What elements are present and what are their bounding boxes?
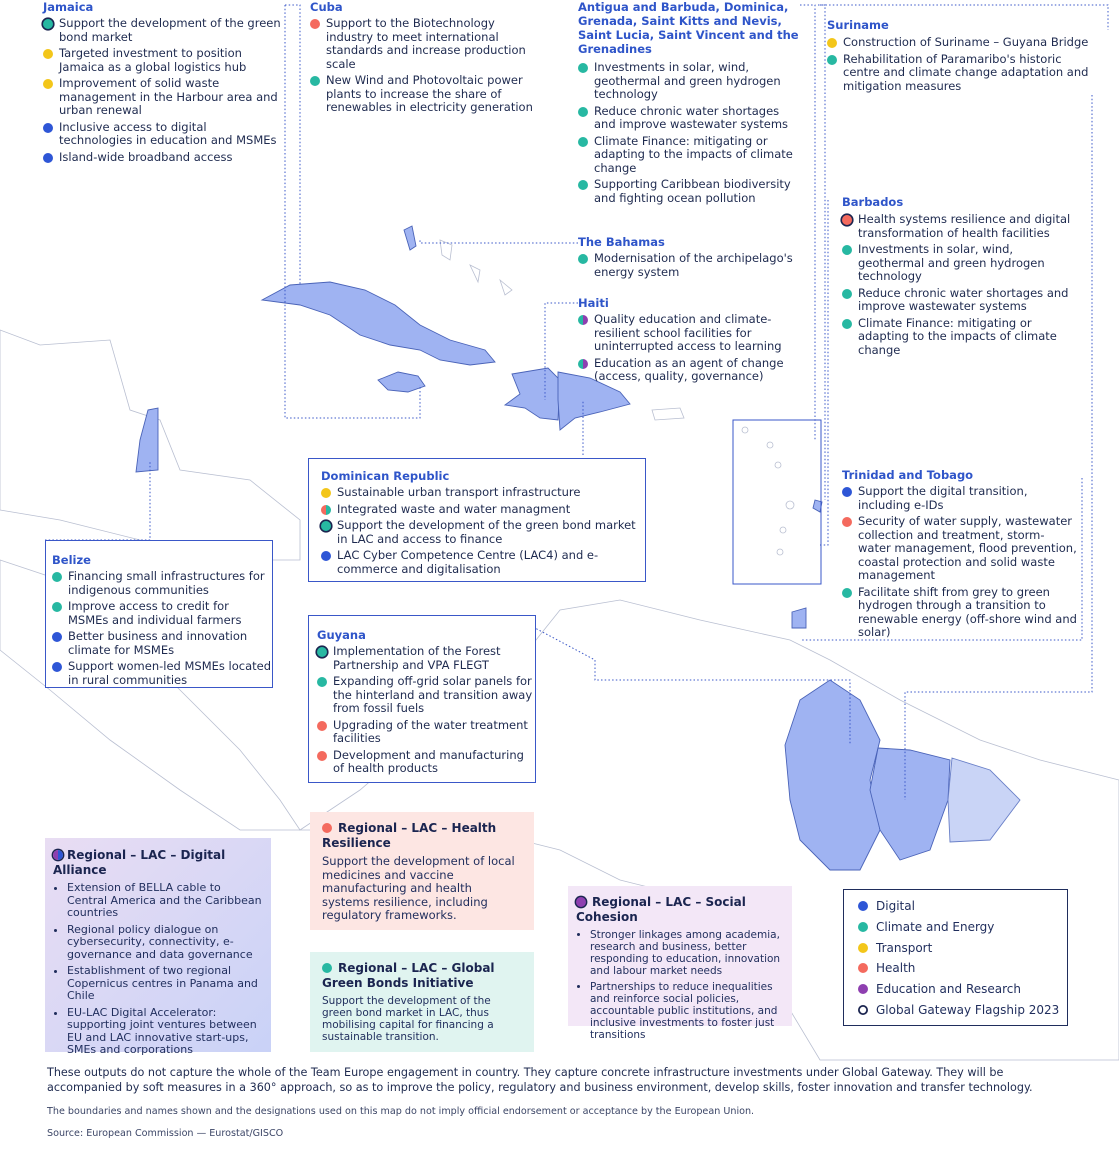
transport-legend-dot-icon xyxy=(858,943,868,953)
legend-item xyxy=(844,979,1067,1000)
project-item-text: Security of water supply, wastewater collection and treatment, storm-water management, flood prevention, coastal protection and solid waste management xyxy=(858,514,1077,582)
regional-green-title: Regional – LAC – Global Green Bonds Initiative xyxy=(322,961,495,990)
transport-dot-icon xyxy=(43,79,53,89)
regional-digital-box xyxy=(45,838,271,1056)
regional-item: • EU-LAC Digital Accelerator: supporting joint ventures between EU and LAC innovative start-ups, SMEs and corporations xyxy=(67,1007,263,1057)
regional-green-text: Support the development of the green bond market in LAC, thus mobilising capital for financing a sustainable transition. xyxy=(322,995,494,1043)
guyana-title: Guyana xyxy=(317,628,366,642)
project-item-text: Improvement of solid waste management in the Harbour area and urban renewal xyxy=(59,76,278,117)
project-item-text: Better business and innovation climate for MSMEs xyxy=(68,629,248,657)
climate-dot-icon xyxy=(578,137,588,147)
legend-item xyxy=(844,938,1067,959)
project-item xyxy=(317,675,535,716)
dominican-title: Dominican Republic xyxy=(321,469,450,483)
barbados-box xyxy=(842,195,1077,357)
footer-source: Source: European Commission — Eurostat/GISCO xyxy=(47,1128,284,1139)
project-item xyxy=(578,357,803,384)
project-item-text: Reduce chronic water shortages and improve wastewater systems xyxy=(858,285,1069,313)
project-item-text: Quality education and climate-resilient school facilities for uninterrupted access to learning xyxy=(594,312,782,353)
regional-social-box xyxy=(568,886,792,1041)
project-item-text: Financing small infrastructures for indigenous communities xyxy=(68,569,265,597)
project-item-text: Support the development of the green bond market in LAC and access to finance xyxy=(337,518,636,546)
health-dot-icon xyxy=(317,751,327,761)
antigua-group-box xyxy=(578,0,803,205)
climate-legend-dot-icon xyxy=(858,922,868,932)
legend-label: Transport xyxy=(876,940,933,955)
project-item-text: Targeted investment to position Jamaica as a global logistics hub xyxy=(59,46,247,74)
project-item xyxy=(578,105,803,132)
legend-item xyxy=(844,1000,1067,1021)
health-dot-icon xyxy=(322,823,332,833)
project-item xyxy=(43,121,283,148)
digital-dot-icon xyxy=(842,487,852,497)
regional-item: • Stronger linkages among academia, research and business, better responding to education, innovation and labour market needs xyxy=(590,929,784,977)
digital-dot-icon xyxy=(43,123,53,133)
trinidad-shape xyxy=(792,608,806,628)
regional-health-box xyxy=(310,812,534,930)
project-item-text: Health systems resilience and digital transformation of health facilities xyxy=(858,212,1071,240)
flag-legend-dot-icon xyxy=(858,1005,868,1015)
project-item-text: Implementation of the Forest Partnership and VPA FLEGT xyxy=(333,644,501,672)
legend-label: Health xyxy=(876,961,916,976)
digital-dot-icon xyxy=(321,551,331,561)
haiti-box xyxy=(578,296,803,384)
project-item-text: Integrated waste and water managment xyxy=(337,501,571,516)
digital-dot-icon xyxy=(43,153,53,163)
bahamas-box xyxy=(578,235,803,279)
project-item xyxy=(317,749,535,776)
project-item-text: Reduce chronic water shortages and improve wastewater systems xyxy=(594,103,789,131)
climate-dot-icon xyxy=(578,63,588,73)
project-item xyxy=(842,485,1077,512)
project-item-text: Supporting Caribbean biodiversity and fighting ocean pollution xyxy=(594,177,791,205)
project-item xyxy=(52,600,272,627)
project-item-text: Support the development of the green bond market xyxy=(59,16,281,44)
climate-dot-icon xyxy=(842,588,852,598)
legend-item xyxy=(844,896,1067,917)
legend-item xyxy=(844,958,1067,979)
cuba-shape xyxy=(262,282,495,365)
belize-title: Belize xyxy=(52,553,91,567)
digital-dot-icon xyxy=(52,662,62,672)
project-item xyxy=(52,660,272,687)
health-climate-dot-icon xyxy=(321,505,331,515)
project-item-text: Investments in solar, wind, geothermal and green hydrogen technology xyxy=(594,60,781,101)
climate-dot-icon xyxy=(317,677,327,687)
project-item xyxy=(43,77,283,118)
project-item-text: Education as an agent of change (access, quality, governance) xyxy=(594,355,784,383)
health-dot-icon xyxy=(310,19,320,29)
project-item-text: Island-wide broadband access xyxy=(59,149,233,164)
climate-dot-icon xyxy=(52,602,62,612)
guyana-box xyxy=(308,615,536,783)
project-item-text: Support the digital transition, including e-IDs xyxy=(858,484,1028,512)
legend xyxy=(843,889,1068,1026)
project-item xyxy=(578,252,803,279)
climate-dot-icon xyxy=(578,107,588,117)
climate-dot-icon xyxy=(842,289,852,299)
project-item xyxy=(842,213,1077,240)
dominican-box xyxy=(308,458,646,582)
project-item-text: Climate Finance: mitigating or adapting to the impacts of climate change xyxy=(858,315,1057,357)
project-item xyxy=(842,586,1077,640)
barbados-title: Barbados xyxy=(842,195,904,209)
project-item-text: Improve access to credit for MSMEs and individual farmers xyxy=(68,599,242,627)
regional-item: • Regional policy dialogue on cybersecurity, connectivity, e-governance and data governance xyxy=(67,924,263,962)
project-item xyxy=(842,287,1077,314)
climate-dot-icon xyxy=(43,19,53,29)
project-item xyxy=(317,719,535,746)
project-item xyxy=(310,17,535,71)
regional-health-text: Support the development of local medicines and vaccine manufacturing and health systems resilience, including regulatory frameworks. xyxy=(322,854,515,922)
digital-education-dot-icon xyxy=(53,850,63,860)
suriname-box xyxy=(827,18,1089,93)
jamaica-box xyxy=(43,0,283,164)
project-item xyxy=(43,47,283,74)
legend-label: Education and Research xyxy=(876,982,1021,997)
bahamas-shape xyxy=(404,226,416,250)
regional-social-title: Regional – LAC – Social Cohesion xyxy=(576,895,746,924)
legend-label: Climate and Energy xyxy=(876,919,995,934)
project-item xyxy=(578,135,803,176)
trinidad-title: Trinidad and Tobago xyxy=(842,468,974,482)
regional-health-title: Regional – LAC – Health Resilience xyxy=(322,821,497,850)
transport-dot-icon xyxy=(321,488,331,498)
climate-dot-icon xyxy=(310,76,320,86)
project-item xyxy=(578,178,803,205)
regional-digital-title: Regional – LAC – Digital Alliance xyxy=(53,848,226,877)
project-item-text: Investments in solar, wind, geothermal and green hydrogen technology xyxy=(858,242,1045,283)
haiti-title: Haiti xyxy=(578,296,609,310)
project-item xyxy=(827,36,1089,50)
project-item-text: Modernisation of the archipelago's energy system xyxy=(594,251,793,279)
climate-dot-icon xyxy=(578,254,588,264)
climate-dot-icon xyxy=(317,647,327,657)
regional-item: • Extension of BELLA cable to Central America and the Caribbean countries xyxy=(67,882,263,920)
project-item xyxy=(52,570,272,597)
project-item xyxy=(827,53,1089,94)
project-item xyxy=(310,74,535,115)
antigua-group-title: Antigua and Barbuda, Dominica, Grenada, Saint Kitts and Nevis, Saint Lucia, Saint Vincent and the Grenadines xyxy=(578,0,799,56)
project-item-text: Support to the Biotechnology industry to meet international standards and increase production scale xyxy=(326,16,526,71)
regional-item: • Partnerships to reduce inequalities and reinforce social policies, accountable public institutions, and inclusive investments to foster just transitions xyxy=(590,981,784,1041)
suriname-title: Suriname xyxy=(827,18,889,32)
belize-box xyxy=(45,540,273,688)
haiti-shape xyxy=(505,368,560,420)
climate-edu-dot-icon xyxy=(578,359,588,369)
project-item xyxy=(321,503,645,517)
project-item xyxy=(321,486,645,500)
project-item xyxy=(317,645,535,672)
project-item-text: Climate Finance: mitigating or adapting to the impacts of climate change xyxy=(594,133,793,175)
trinidad-box xyxy=(842,468,1077,640)
cuba-title: Cuba xyxy=(310,0,343,14)
project-item xyxy=(578,61,803,102)
legend-item xyxy=(844,917,1067,938)
climate-dot-icon xyxy=(322,963,332,973)
project-item xyxy=(321,549,645,576)
jamaica-shape xyxy=(378,372,425,392)
climate-dot-icon xyxy=(578,180,588,190)
project-item xyxy=(842,515,1077,583)
project-item xyxy=(578,313,803,354)
climate-dot-icon xyxy=(842,319,852,329)
digital-legend-dot-icon xyxy=(858,901,868,911)
project-item xyxy=(842,317,1077,358)
project-item-text: Expanding off-grid solar panels for the hinterland and transition away from fossil fuels xyxy=(333,674,533,715)
health-dot-icon xyxy=(842,215,852,225)
project-item-text: Upgrading of the water treatment facilities xyxy=(333,717,528,745)
project-item-text: Support women-led MSMEs located in rural communities xyxy=(68,659,272,687)
project-item xyxy=(43,151,283,165)
cuba-box xyxy=(310,0,535,115)
project-item xyxy=(842,243,1077,284)
health-dot-icon xyxy=(317,721,327,731)
project-item-text: Development and manufacturing of health products xyxy=(333,747,524,775)
regional-green-box xyxy=(310,952,534,1052)
edu-legend-dot-icon xyxy=(858,984,868,994)
project-item-text: Inclusive access to digital technologies in education and MSMEs xyxy=(59,119,277,147)
education-dot-icon xyxy=(576,897,586,907)
jamaica-title: Jamaica xyxy=(43,0,94,14)
climate-dot-icon xyxy=(321,521,331,531)
project-item-text: New Wind and Photovoltaic power plants to increase the share of renewables in electricity generation xyxy=(326,73,533,114)
project-item xyxy=(52,630,272,657)
project-item-text: Rehabilitation of Paramaribo's historic centre and climate change adaptation and mitigation measures xyxy=(843,51,1089,93)
legend-label: Global Gateway Flagship 2023 xyxy=(876,1002,1060,1017)
health-dot-icon xyxy=(842,517,852,527)
climate-dot-icon xyxy=(52,572,62,582)
transport-dot-icon xyxy=(827,38,837,48)
climate-dot-icon xyxy=(842,245,852,255)
footer-note: These outputs do not capture the whole of the Team Europe engagement in country. They capture concrete infrastructure investments under Global Gateway. They will be accompanied by soft measures in a 360° approach, so as to improve the policy, regulatory and business environment, develop skills, foster innovation and transfer technology. xyxy=(47,1066,1033,1094)
digital-dot-icon xyxy=(52,632,62,642)
project-item-text: Construction of Suriname – Guyana Bridge xyxy=(843,35,1089,49)
climate-dot-icon xyxy=(827,55,837,65)
transport-dot-icon xyxy=(43,49,53,59)
project-item xyxy=(43,17,283,44)
project-item-text: Facilitate shift from grey to green hydrogen through a transition to renewable energy (off-shore wind and solar) xyxy=(858,584,1077,639)
project-item-text: LAC Cyber Competence Centre (LAC4) and e-commerce and digitalisation xyxy=(337,548,599,576)
legend-label: Digital xyxy=(876,899,915,913)
climate-edu-dot-icon xyxy=(578,315,588,325)
project-item xyxy=(321,519,645,546)
health-legend-dot-icon xyxy=(858,963,868,973)
regional-item: • Establishment of two regional Copernicus centres in Panama and Chile xyxy=(67,965,263,1003)
footer-disclaimer: The boundaries and names shown and the designations used on this map do not imply official endorsement or acceptance by the European Union. xyxy=(47,1106,755,1117)
project-item-text: Sustainable urban transport infrastructure xyxy=(337,485,581,499)
bahamas-title: The Bahamas xyxy=(578,235,665,249)
